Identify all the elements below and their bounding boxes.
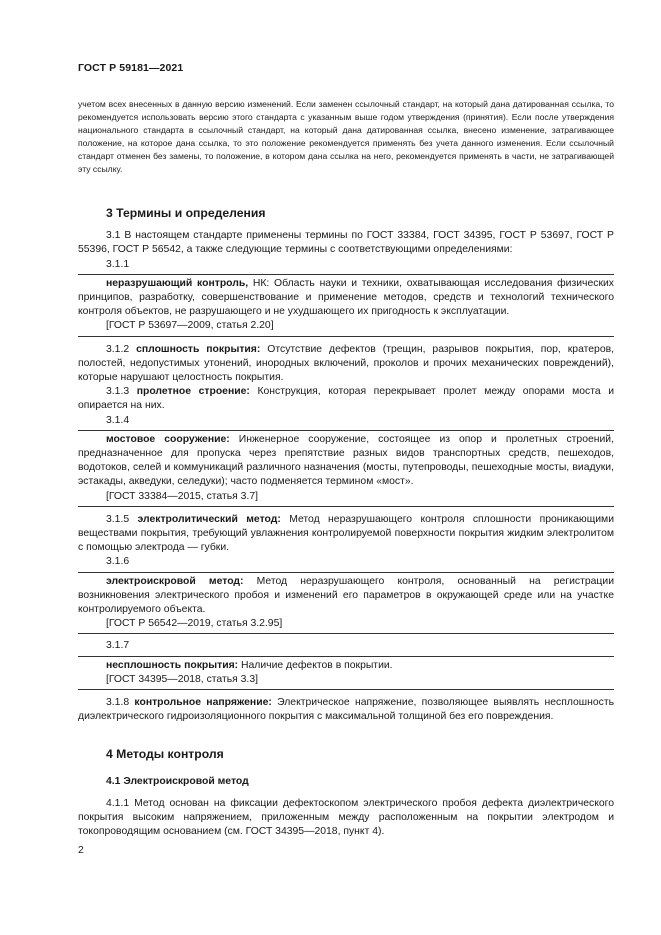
intro-text: учетом всех внесенных в данную версию изменений. Если заменен ссылочный стандарт, на который дана датированная ссылка, то рекомендуется использовать версию этого стандарта с указанным выше годом утверждения (принятия). Если после утверждения национального стандарта в ссылочный стандарт, на который дана датированная ссылка, внесено изменение, затрагивающее положение, на которое дана ссылка, то это положение рекомендуется применять без учета данного изменения. Если ссылочный стандарт отменен без замены, то положение, в котором дана ссылка на него, рекомендуется применять в части, не затрагивающей эту ссылку.: [78, 99, 614, 174]
term-number-3-1-4: 3.1.4: [106, 414, 130, 426]
section-3: [78, 206, 614, 725]
term-3-1-2-definition: Отсутствие дефектов (трещин, разрывов покрытия, пор, кратеров, полостей, недопустимых утонений, инородных включений, проколов и прочих механических повреждений), которые нарушают целостность покрытия.: [78, 343, 615, 384]
section-4-title: 4 Методы контроля: [106, 746, 224, 761]
term-3-1-3-number: 3.1.3: [106, 386, 137, 398]
term-3-1-7-definition: Наличие дефектов в покрытии.: [238, 659, 393, 671]
term-3-1-8-number: 3.1.8: [106, 697, 135, 709]
term-box-3-1-4: [78, 430, 614, 507]
document-header: ГОСТ Р 59181—2021: [78, 62, 184, 74]
term-3-1-3-name: пролетное строение:: [136, 386, 250, 398]
subsection-4-1-title: 4.1 Электроискровой метод: [106, 775, 249, 787]
section-4: [78, 747, 614, 840]
term-box-3-1-6: [78, 572, 614, 635]
term-3-1-1-text: [78, 277, 614, 320]
term-3-1-7-reference: [ГОСТ 34395—2018, статья 3.3]: [106, 673, 258, 685]
term-3-1-2-name: сплошность покрытия:: [136, 343, 261, 355]
section-3-title: 3 Термины и определения: [106, 206, 266, 220]
term-3-1-2: [78, 343, 614, 386]
term-3-1-3: [78, 385, 614, 413]
term-number-3-1-6: 3.1.6: [106, 556, 130, 568]
term-3-1-6-definition: Метод неразрушающего контроля, основанный на регистрации возникновения электрического пробоя и изменений его параметров в окружающей среде или на участке контролируемого объекта.: [78, 575, 614, 616]
term-3-1-2-number: 3.1.2: [106, 343, 137, 355]
term-3-1-1-definition: НК: Область науки и техники, охватывающая исследования физических принципов, разработку, совершенствование и применение методов, средств и технологий технического контроля объектов, не разрушающего и не ухудшающего их пригодность к эксплуатации.: [78, 277, 614, 318]
term-3-1-6-name: электроискровой метод:: [106, 575, 244, 587]
intro-paragraph: [78, 98, 614, 176]
term-3-1-1-name: неразрушающий контроль,: [106, 277, 249, 289]
term-3-1-6-text: [78, 575, 614, 618]
paragraph-3-1: 3.1 В настоящем стандарте применены термины по ГОСТ 33384, ГОСТ 34395, ГОСТ Р 53697, ГОСТ Р 55396, ГОСТ Р 56542, а также следующие термины с соответствующими определениями:: [78, 230, 614, 256]
term-3-1-7-text: [78, 659, 614, 673]
term-3-1-4-reference: [ГОСТ 33384—2015, статья 3.7]: [106, 490, 258, 502]
term-3-1-6-reference: [ГОСТ Р 56542—2019, статья 3.2.95]: [106, 618, 283, 630]
paragraph-4-1-1: 4.1.1 Метод основан на фиксации дефектоскопом электрического пробоя дефекта диэлектрического покрытия высоким напряжением, приложенным между расположенным на покрытии электродом и токопроводящим основанием (см. ГОСТ 34395—2018, пункт 4).: [78, 797, 614, 838]
term-3-1-8-definition: Электрическое напряжение, позволяющее выявлять несплошность диэлектрического гидроизоляционного покрытия с максимальной толщиной без его повреждения.: [78, 697, 614, 723]
term-3-1-7-name: несплошность покрытия:: [106, 659, 239, 671]
term-3-1-4-name: мостовое сооружение:: [106, 433, 230, 445]
term-3-1-3-definition: Конструкция, которая перекрывает пролет между опорами моста и опирается на них.: [78, 386, 615, 412]
page-number: 2: [78, 845, 84, 856]
term-number-3-1-1: 3.1.1: [106, 258, 130, 270]
term-3-1-8: [78, 696, 614, 724]
term-3-1-4-definition: Инженерное сооружение, состоящее из опор и пролетных строений, предназначенное для пропуска через препятствие разных видов транспортных средств, пешеходов, водотоков, селей и коммуникаций различного назначения (мосты, путепроводы, пешеходные мосты, виадуки, эстакады, акведуки, селедуки); часто подменяется термином «мост».: [78, 433, 614, 488]
term-3-1-5: [78, 513, 614, 556]
term-3-1-5-definition: Метод неразрушающего контроля сплошности проникающими веществами покрытия, требующий увлажнения контролируемой поверхности покрытия жидким электролитом с помощью электрода — губки.: [78, 513, 614, 554]
term-box-3-1-7: [78, 656, 614, 690]
term-3-1-4-text: [78, 433, 614, 490]
term-3-1-1-reference: [ГОСТ Р 53697—2009, статья 2.20]: [106, 320, 274, 332]
term-number-3-1-7: 3.1.7: [106, 640, 130, 652]
page-content: [78, 80, 614, 840]
term-3-1-8-name: контрольное напряжение:: [134, 697, 272, 709]
term-3-1-5-number: 3.1.5: [106, 513, 138, 525]
term-box-3-1-1: [78, 274, 614, 337]
term-3-1-5-name: электролитический метод:: [137, 513, 281, 525]
